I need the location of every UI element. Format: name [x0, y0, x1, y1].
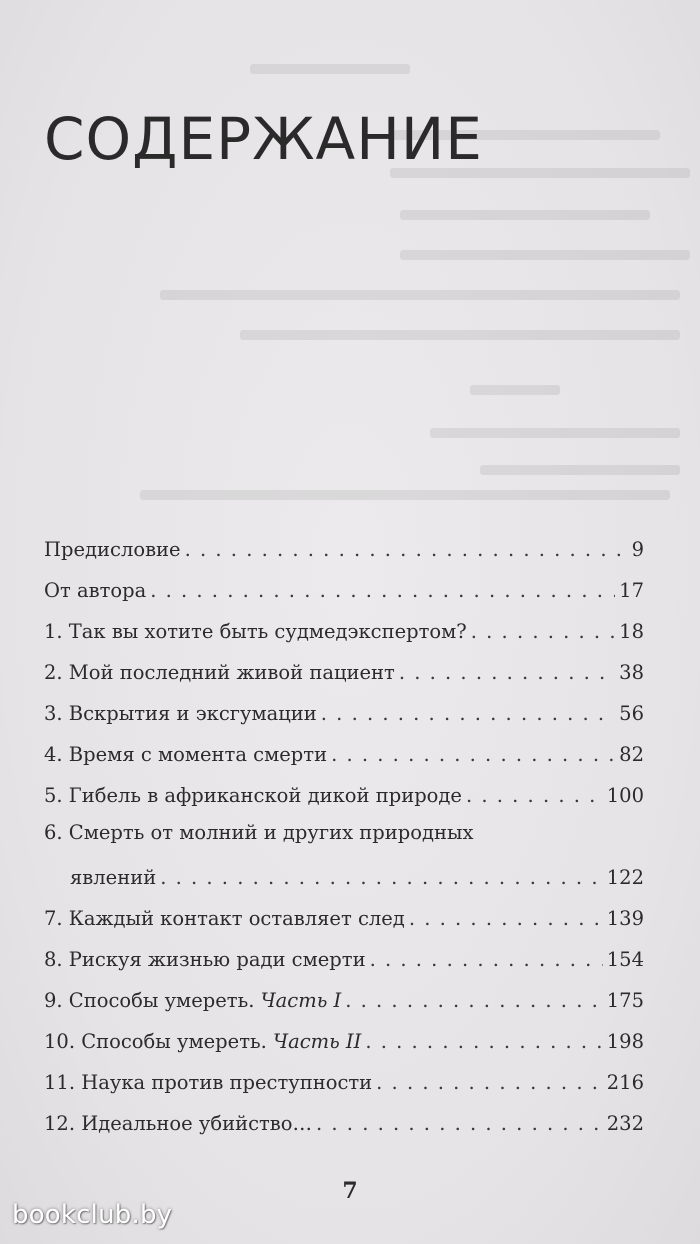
toc-entry-chapter-10[interactable]	[44, 1020, 644, 1061]
toc-entry-title-line2: явлений	[70, 865, 157, 889]
toc-entry-page: 216	[606, 1070, 644, 1094]
toc-entry-page: 17	[619, 578, 644, 602]
leader-dots	[316, 1114, 603, 1134]
toc-entry-chapter-11[interactable]	[44, 1061, 644, 1102]
toc-entry-part: Часть II	[273, 1029, 362, 1053]
toc-entry-page: 139	[606, 906, 644, 930]
toc-entry-title: От автора	[44, 578, 147, 602]
bleed-through-text	[0, 0, 700, 520]
toc-entry-page: 9	[631, 537, 644, 561]
table-of-contents	[44, 528, 644, 1143]
toc-entry-page: 100	[606, 783, 644, 807]
leader-dots	[160, 868, 603, 888]
toc-entry-title: 10. Способы умереть. Часть II	[44, 1029, 362, 1053]
toc-entry-page: 18	[619, 619, 644, 643]
toc-entry-from-author[interactable]	[44, 569, 644, 610]
leader-dots	[345, 991, 603, 1011]
toc-entry-chapter-6[interactable]	[44, 815, 644, 897]
leader-dots	[331, 745, 615, 765]
toc-entry-chapter-7[interactable]	[44, 897, 644, 938]
toc-entry-chapter-12[interactable]	[44, 1102, 644, 1143]
toc-entry-part: Часть I	[260, 988, 342, 1012]
toc-entry-title: 5. Гибель в африканской дикой природе	[44, 783, 462, 807]
toc-entry-title: 1. Так вы хотите быть судмедэкспертом?	[44, 619, 467, 643]
toc-entry-title: 3. Вскрытия и эксгумации	[44, 701, 317, 725]
toc-entry-chapter-5[interactable]	[44, 774, 644, 815]
toc-entry-chapter-1[interactable]	[44, 610, 644, 651]
toc-entry-title: 4. Время с момента смерти	[44, 742, 328, 766]
leader-dots	[365, 1032, 602, 1052]
toc-entry-page: 198	[606, 1029, 644, 1053]
toc-entry-title: 2. Мой последний живой пациент	[44, 660, 395, 684]
leader-dots	[399, 663, 615, 683]
toc-entry-title: 9. Способы умереть. Часть I	[44, 988, 342, 1012]
toc-entry-page: 232	[606, 1111, 644, 1135]
toc-entry-page: 38	[619, 660, 644, 684]
toc-entry-title: 12. Идеальное убийство…	[44, 1111, 313, 1135]
toc-entry-page: 56	[619, 701, 644, 725]
toc-entry-chapter-2[interactable]	[44, 651, 644, 692]
toc-entry-chapter-3[interactable]	[44, 692, 644, 733]
leader-dots	[150, 581, 615, 601]
toc-entry-chapter-4[interactable]	[44, 733, 644, 774]
contents-heading: СОДЕРЖАНИЕ	[44, 105, 483, 173]
toc-entry-title-line1: 6. Смерть от молний и других природных	[44, 821, 474, 844]
leader-dots	[466, 786, 603, 806]
toc-entry-title: 7. Каждый контакт оставляет след	[44, 906, 405, 930]
toc-entry-title: 11. Наука против преступности	[44, 1070, 373, 1094]
site-watermark: bookclub.by	[12, 1200, 173, 1230]
page-number: 7	[342, 1178, 358, 1204]
toc-entry-title: 8. Рискуя жизнью ради смерти	[44, 947, 366, 971]
toc-entry-page: 122	[606, 865, 644, 889]
toc-entry-chapter-8[interactable]	[44, 938, 644, 979]
toc-entry-preface[interactable]	[44, 528, 644, 569]
toc-entry-chapter-9[interactable]	[44, 979, 644, 1020]
leader-dots	[370, 950, 603, 970]
leader-dots	[471, 622, 615, 642]
toc-entry-page: 175	[606, 988, 644, 1012]
leader-dots	[321, 704, 615, 724]
toc-entry-page: 82	[619, 742, 644, 766]
leader-dots	[185, 540, 620, 560]
toc-entry-title: Предисловие	[44, 537, 181, 561]
leader-dots	[376, 1073, 603, 1093]
toc-entry-page: 154	[606, 947, 644, 971]
leader-dots	[409, 909, 603, 929]
